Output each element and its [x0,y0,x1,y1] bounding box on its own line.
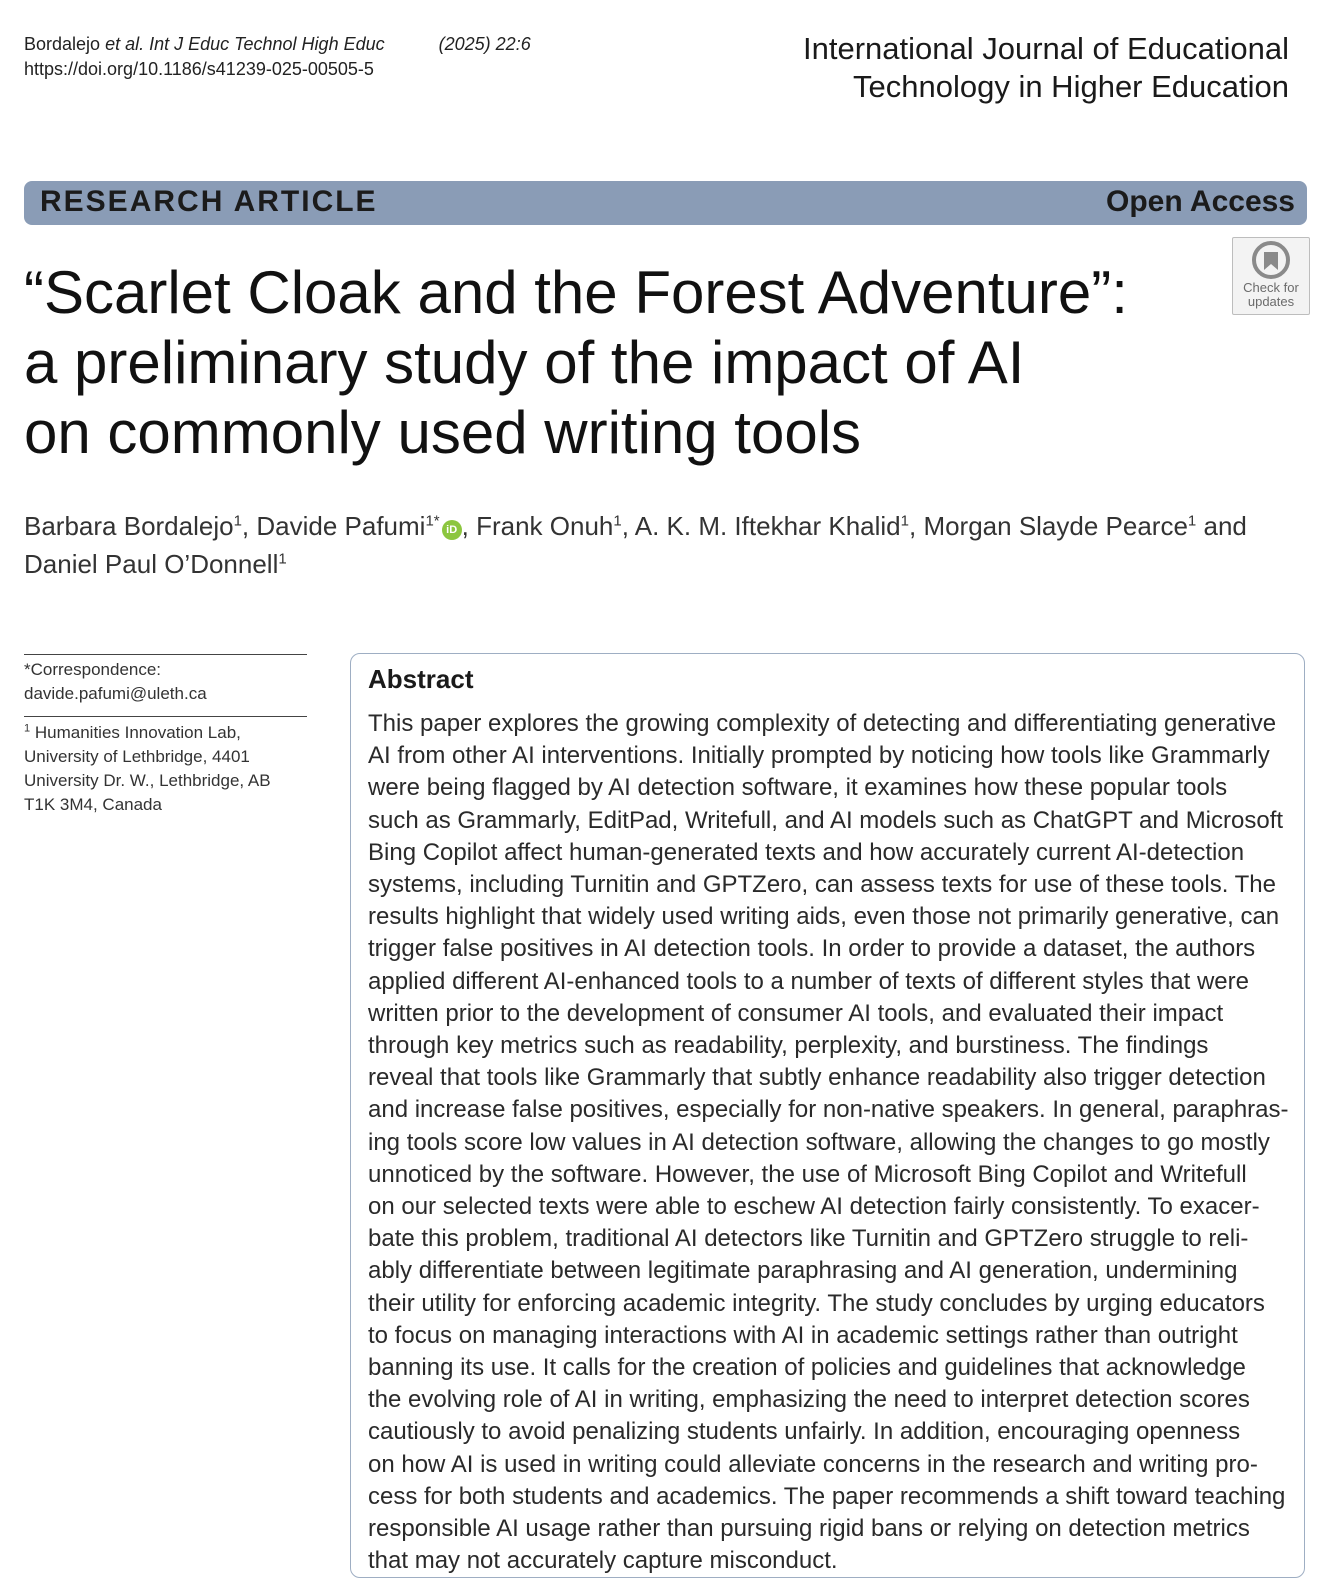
abstract-line: through key metrics such as readability, perplexity, and burstiness. The findings [368,1032,1209,1060]
title-line2: a preliminary study of the impact of AI [24,329,1025,396]
affiliation-mark: 1 [1187,512,1197,530]
affiliation-line4: T1K 3M4, Canada [24,795,162,814]
abstract-line: unnoticed by the software. However, the use of Microsoft Bing Copilot and Writefull [368,1160,1247,1188]
affiliation-line2: University of Lethbridge, 4401 [24,747,250,766]
abstract-line: cess for both students and academics. The paper recommends a shift toward teaching [368,1482,1286,1510]
author-name[interactable]: Morgan Slayde Pearce [923,511,1188,541]
abstract-line: the evolving role of AI in writing, emphasizing the need to interpret detection scores [368,1386,1250,1414]
author-name[interactable]: Barbara Bordalejo [24,511,234,541]
affiliation-line3: University Dr. W., Lethbridge, AB [24,771,271,790]
abstract-line: and increase false positives, especially for non-native speakers. In general, paraphras- [368,1096,1289,1124]
correspondence-label: *Correspondence: [24,660,162,679]
abstract-line: results highlight that widely used writing aids, even those not primarily generative, can [368,903,1280,931]
affiliation-mark: 1* [425,512,440,530]
abstract-line: banning its use. It calls for the creation of policies and guidelines that acknowledge [368,1354,1246,1382]
journal-name [803,30,1289,106]
abstract-line: were being flagged by AI detection software, it examines how these popular tools [368,774,1228,802]
article-type-band [24,181,1307,225]
abstract-line: Bing Copilot affect human-generated texts and how accurately current AI-detection [368,838,1245,866]
title-line1: “Scarlet Cloak and the Forest Adventure”: [24,259,1128,326]
author-name[interactable]: A. K. M. Iftekhar Khalid [634,511,901,541]
citation-volume: (2025) 22:6 [438,34,531,54]
author-list: Barbara Bordalejo$^1$, Davide Pafumi$^{1*}$iD , Frank Onuh$^1$, A. K. M. Iftekhar Khalid$^1$, Morgan Slayde Pearce$^1$ and Daniel Paul O’Donnell$^1$ [24,511,1247,579]
author-name[interactable]: Daniel Paul O’Donnell [24,549,279,579]
abstract-line: on our selected texts were able to eschew AI detection fairly consistently. To exacer- [368,1193,1260,1221]
abstract-line: bate this problem, traditional AI detectors like Turnitin and GPTZero struggle to reli- [368,1225,1249,1253]
affiliation-mark: 1 [278,550,287,568]
abstract-line: written prior to the development of consumer AI tools, and evaluated their impact [368,999,1224,1027]
author-name[interactable]: Frank Onuh [476,511,614,541]
abstract-line: systems, including Turnitin and GPTZero, can assess texts for use of these tools. The [368,871,1276,899]
abstract-line: their utility for enforcing academic integrity. The study concludes by urging educators [368,1289,1265,1317]
citation-authors: Bordalejo [24,34,101,54]
abstract-line: This paper explores the growing complexity of detecting and differentiating generative [368,710,1277,737]
abstract-line: applied different AI-enhanced tools to a number of texts of different styles that were [368,967,1249,995]
citation-doi-link[interactable]: https://doi.org/10.1186/s41239-025-00505-5 [24,59,374,79]
abstract-line: ably differentiate between legitimate paraphrasing and AI generation, undermining [368,1257,1238,1285]
check-updates-label [1233,281,1309,309]
citation-et-al: et al. [105,34,145,54]
abstract-line: responsible AI usage rather than pursuing rigid bans or relying on detection metrics [368,1515,1250,1543]
check-updates-line2: updates [1247,294,1295,309]
check-updates-icon [1251,240,1291,280]
author-name[interactable]: Davide Pafumi [256,511,426,541]
abstract-line: AI from other AI interventions. Initially prompted by noticing how tools like Grammarly [368,742,1270,770]
author-conjunction: and [1203,511,1247,541]
abstract-line: such as Grammarly, EditPad, Writefull, and AI models such as ChatGPT and Microsoft [368,806,1284,834]
title-line3: on commonly used writing tools [24,399,862,466]
citation-journal: Int J Educ Technol High Educ [149,34,385,54]
journal-name-line2: Technology in Higher Education [853,69,1289,104]
abstract-line: on how AI is used in writing could alleviate concerns in the research and writing pro- [368,1450,1258,1478]
open-access-label: Open Access [1106,185,1295,218]
orcid-icon[interactable]: iD [442,520,462,540]
sidebar-notes [24,654,307,817]
abstract-line: to focus on managing interactions with AI in academic settings rather than outright [368,1321,1238,1349]
abstract-line: cautiously to avoid penalizing students unfairly. In addition, encouraging openness [368,1418,1241,1446]
correspondence [24,655,307,716]
abstract-text [368,708,1298,1577]
abstract-heading: Abstract [368,664,474,694]
abstract-line: trigger false positives in AI detection tools. In order to provide a dataset, the authors [368,935,1256,963]
affiliation-number: 1 [24,722,31,735]
abstract-line: ing tools score low values in AI detection software, allowing the changes to go mostly [368,1128,1270,1156]
affiliation-line1: Humanities Innovation Lab, [34,723,241,742]
affiliation-mark: 1 [900,512,909,530]
citation-block [24,32,531,82]
journal-name-line1: International Journal of Educational [803,31,1289,66]
article-title [24,258,1194,468]
affiliation-mark: 1 [233,512,242,530]
abstract-line: that may not accurately capture misconduct. [368,1547,838,1575]
abstract-box [350,653,1305,1578]
affiliation [24,717,307,817]
abstract-line: reveal that tools like Grammarly that subtly enhance readability also trigger detection [368,1064,1266,1092]
affiliation-mark: 1 [613,512,622,530]
correspondence-email-link[interactable]: davide.pafumi@uleth.ca [24,684,207,703]
article-type-label: RESEARCH ARTICLE [40,185,378,218]
check-updates-line1: Check for [1243,280,1299,295]
check-for-updates-button[interactable] [1232,237,1310,315]
